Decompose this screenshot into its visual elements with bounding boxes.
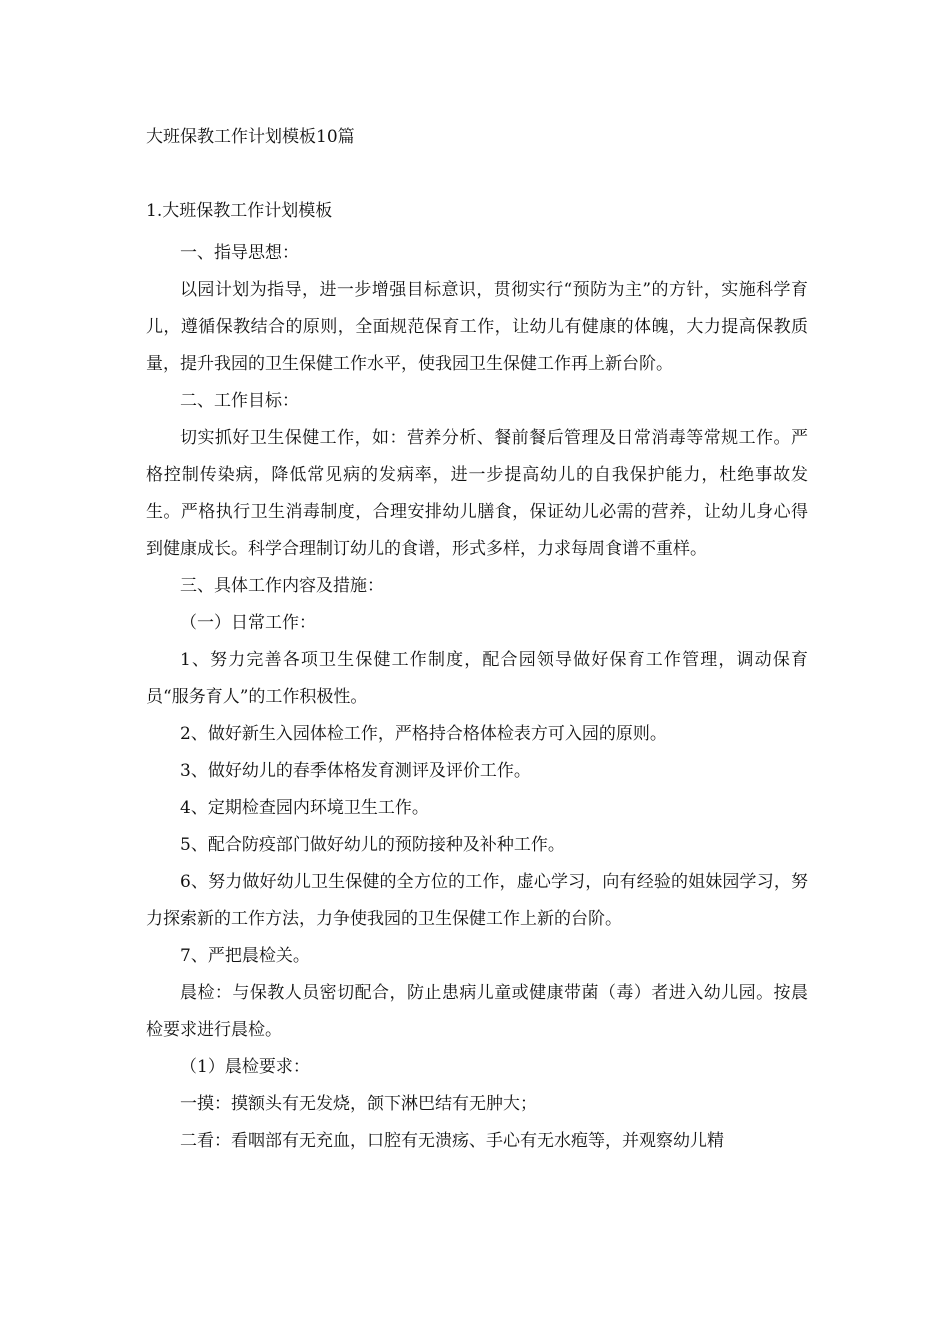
list-item: 7、严把晨检关。	[180, 946, 310, 966]
paragraph-work-goals: 切实抓好卫生保健工作，如：营养分析、餐前餐后管理及日常消毒等常规工作。严格控制传染病，降低常见病的发病率，进一步提高幼儿的自我保护能力，杜绝事故发生。严格执行卫生消毒制度，合理安排幼儿膳食，保证幼儿必需的营养，让幼儿身心得到健康成长。科学合理制订幼儿的食谱，形式多样，力求每周食谱不重样。	[146, 428, 808, 559]
list-item: 6、努力做好幼儿卫生保健的全方位的工作，虚心学习，向有经验的姐妹园学习，努力探索新的工作方法，力争使我园的卫生保健工作上新的台阶。	[146, 872, 808, 929]
list-item: 3、做好幼儿的春季体格发育测评及评价工作。	[180, 761, 531, 781]
section-title: 1.大班保教工作计划模板	[146, 201, 333, 221]
heading-guiding-thought: 一、指导思想：	[180, 243, 299, 263]
document-body	[146, 198, 808, 1160]
list-item: 5、配合防疫部门做好幼儿的预防接种及补种工作。	[180, 835, 565, 855]
heading-work-measures: 三、具体工作内容及措施：	[180, 576, 384, 596]
paragraph-morning-check: 晨检：与保教人员密切配合，防止患病儿童或健康带菌（毒）者进入幼儿园。按晨检要求进行晨检。	[146, 983, 808, 1040]
list-item: 二看：看咽部有无充血，口腔有无溃疡、手心有无水疱等，并观察幼儿精	[180, 1131, 724, 1151]
paragraph-guiding-thought: 以园计划为指导，进一步增强目标意识，贯彻实行“预防为主”的方针，实施科学育儿，遵循保教结合的原则，全面规范保育工作，让幼儿有健康的体魄，大力提高保教质量，提升我园的卫生保健工作水平，使我园卫生保健工作再上新台阶。	[146, 280, 808, 374]
list-item: 4、定期检查园内环境卫生工作。	[180, 798, 429, 818]
subheading-daily-work: （一）日常工作：	[180, 613, 316, 633]
heading-work-goals: 二、工作目标：	[180, 391, 299, 411]
document-title: 大班保教工作计划模板10篇	[146, 127, 355, 147]
subheading-morning-check-requirements: （1）晨检要求：	[180, 1057, 310, 1077]
list-item: 一摸：摸额头有无发烧，颌下淋巴结有无肿大；	[180, 1094, 537, 1114]
list-item: 2、做好新生入园体检工作，严格持合格体检表方可入园的原则。	[180, 724, 667, 744]
list-item: 1、努力完善各项卫生保健工作制度，配合园领导做好保育工作管理，调动保育员“服务育人”的工作积极性。	[146, 650, 808, 707]
